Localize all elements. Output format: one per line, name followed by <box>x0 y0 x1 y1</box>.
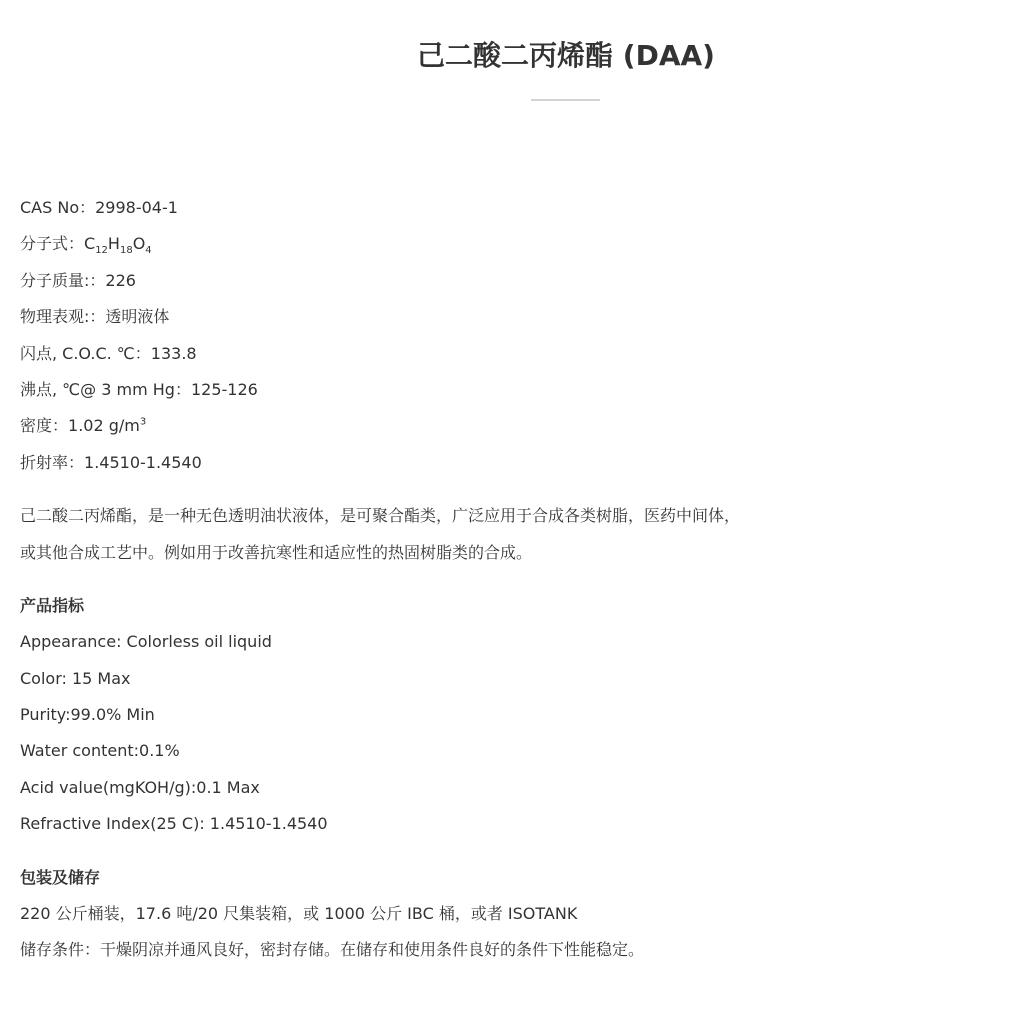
spec-purity: Purity:99.0% Min <box>20 705 155 725</box>
flash-point-label: 闪点, C.O.C. ℃： <box>20 343 151 363</box>
appearance-row <box>20 299 1000 335</box>
title-divider <box>531 99 600 101</box>
cas-number-label: CAS No： <box>20 198 96 217</box>
molecular-mass-value: 226 <box>105 270 136 290</box>
product-content <box>20 190 1000 969</box>
storage-line: 储存条件：干燥阴凉并通风良好，密封存储。在储存和使用条件良好的条件下性能稳定。 <box>20 940 645 960</box>
specs-heading: 产品指标 <box>20 595 85 615</box>
boiling-point-value: 125-126 <box>190 379 258 399</box>
refractive-index-value: 1.4510-1.4540 <box>84 452 202 472</box>
appearance-label: 物理表观:： <box>20 307 106 327</box>
flash-point-row <box>20 336 1000 372</box>
page-title: 己二酸二丙烯酯 (DAA) <box>417 39 715 72</box>
density-value: 1.02 g/m <box>68 416 140 436</box>
description-line-2: 或其他合成工艺中。例如用于改善抗寒性和适应性的热固树脂类的合成。 <box>20 542 533 562</box>
flash-point-value: 133.8 <box>150 343 197 363</box>
formula-element-h: H <box>107 234 120 254</box>
molecular-mass-label: 分子质量:： <box>20 270 106 290</box>
formula-element-o: O <box>132 234 146 254</box>
density-label: 密度： <box>20 416 69 436</box>
spec-water-content: Water content:0.1% <box>20 741 180 761</box>
molecular-formula-row <box>20 226 1000 262</box>
formula-subscript-o: 4 <box>145 245 152 257</box>
spec-refractive-index: Refractive Index(25 C): 1.4510-1.4540 <box>20 814 328 834</box>
cas-number-row <box>20 190 1000 226</box>
packaging-line: 220 公斤桶装，17.6 吨/20 尺集装箱，或 1000 公斤 IBC 桶，或者 ISOTANK <box>20 904 578 924</box>
molecular-mass-row <box>20 263 1000 299</box>
density-unit-exponent: 3 <box>139 417 147 429</box>
boiling-point-label: 沸点, ℃@ 3 mm Hg： <box>20 379 191 399</box>
description-line-1: 己二酸二丙烯酯，是一种无色透明油状液体，是可聚合酯类，广泛应用于合成各类树脂，医药中间体， <box>20 506 741 526</box>
appearance-value: 透明液体 <box>105 307 170 327</box>
spec-color: Color: 15 Max <box>20 668 131 688</box>
density-row <box>20 408 1000 444</box>
formula-element-c: C <box>84 234 96 254</box>
molecular-formula-label: 分子式： <box>20 234 85 254</box>
formula-subscript-h: 18 <box>119 245 133 257</box>
formula-subscript-c: 12 <box>95 245 108 257</box>
boiling-point-row <box>20 372 1000 408</box>
spec-acid-value: Acid value(mgKOH/g):0.1 Max <box>20 777 260 797</box>
refractive-index-row <box>20 445 1000 481</box>
cas-number-value: 2998-04-1 <box>95 198 178 217</box>
refractive-index-label: 折射率： <box>20 452 85 472</box>
spec-appearance: Appearance: Colorless oil liquid <box>20 632 272 652</box>
packaging-heading: 包装及储存 <box>20 867 101 887</box>
